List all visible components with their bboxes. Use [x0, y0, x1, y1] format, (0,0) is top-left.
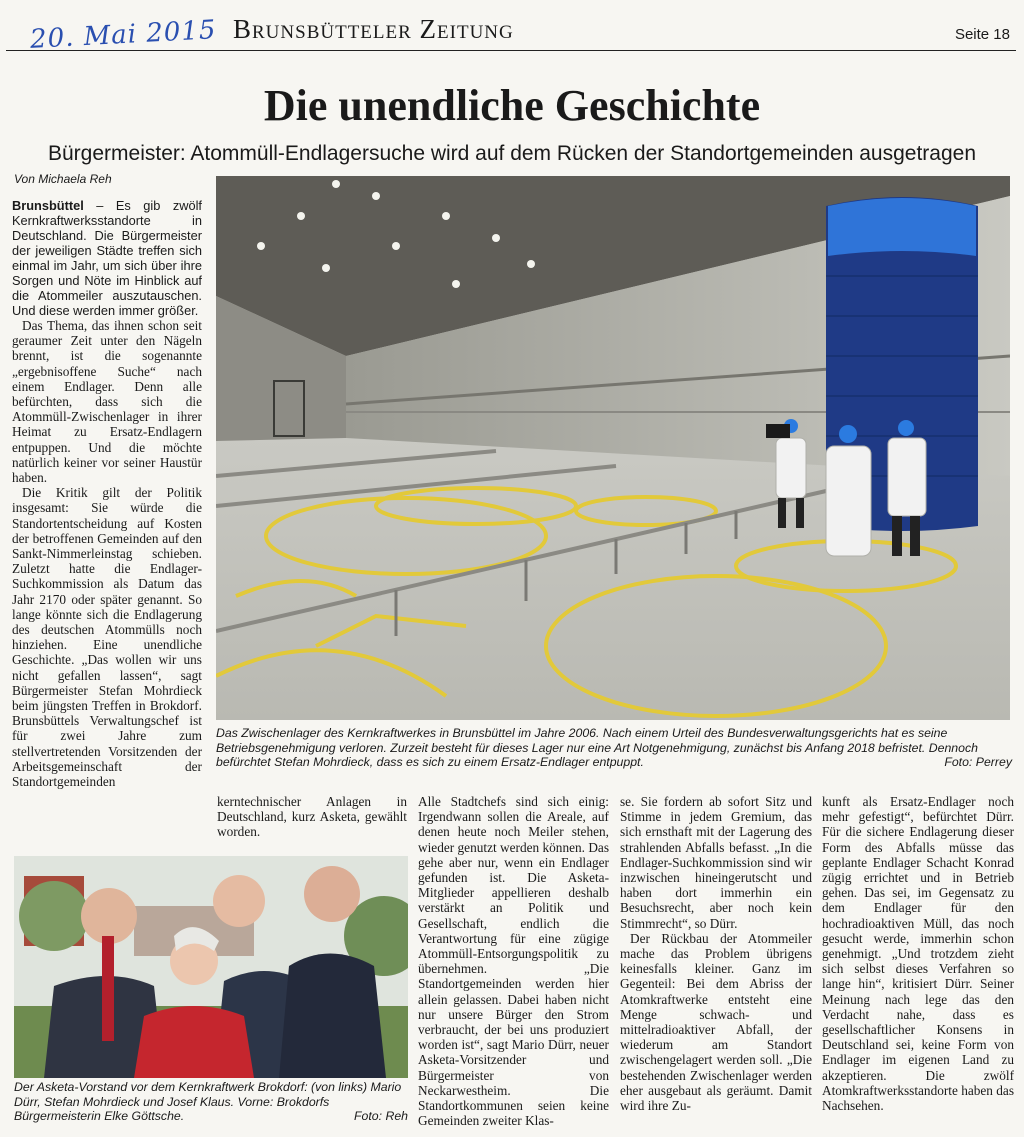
- article-column-3: [418, 794, 609, 1134]
- headline: Die unendliche Geschichte: [263, 81, 761, 130]
- paragraph: Das Thema, das ihnen schon seit geraumer Zeit unter den Nägeln brennt, ist die sogenannte „ergebnisoffene Suche“ nach einem Endlager. Denn alle befürchten, dass sich die Atommüll-Zwischenlager in ihrer Heimat zu Ersatz-Endlagern entpuppen. Und die möchte natürlich keiner vor seiner Haustür haben.: [12, 318, 202, 486]
- masthead-rule: [6, 50, 1016, 51]
- storage-hall-illustration: [216, 176, 1010, 720]
- paragraph: Der Rückbau der Atommeiler mache das Problem übrigens keinesfalls kleiner. Ganz im Gegenteil: Bei dem Abriss der Atomkraftwerke entsteht eine Menge schwach- und mittelradioaktiver Abfall, der wiederum am Standort zwischengelagert werden soll. „Die bestehenden Zwischenlager werden eher ausgebaut als geräumt. Damit wird ihre Zu-: [620, 930, 812, 1114]
- article-column-4: [620, 794, 812, 1134]
- article-column-1: [12, 198, 202, 848]
- storage-hall-photo: [216, 176, 1010, 720]
- paragraph: kerntechnischer Anlagen in Deutschland, kurz Asketa, gewählt worden.: [217, 794, 407, 840]
- handwritten-date: 20. Mai 2015: [29, 15, 218, 55]
- page-number: Seite 18: [954, 26, 1010, 43]
- group-photo-credit: Foto: Reh: [354, 1109, 408, 1123]
- group-photo-caption: [14, 1080, 408, 1124]
- group-photo-caption-text: Der Asketa-Vorstand vor dem Kernkraftwerk Brokdorf: (von links) Mario Dürr, Stefan Mohrdieck und Josef Klaus. Vorne: Brokdorfs Bürgermeisterin Elke Göttsche.: [14, 1080, 402, 1123]
- group-photo: [14, 856, 408, 1078]
- main-photo-credit: Foto: Perrey: [944, 755, 1012, 769]
- lead-paragraph: – Es gib zwölf Kernkraftwerksstandorte in Deutschland. Die Bürgermeister der jeweiligen Städte treffen sich einmal im Jahr, um sich über ihre Sorgen und Nöte im Hinblick auf die Atommeiler auszutauschen. Und diese werden immer größer.: [12, 198, 202, 318]
- paragraph: Die Kritik gilt der Politik insgesamt: Sie würde die Standortentscheidung auf Kosten der betroffenen Gemeinden auf den Sankt-Nimmerleinstag schieben. Zuletzt hatte die Endlager-Suchkommission als Datum das Jahr 2170 oder später genannt. So lange könnte sich die Endlagerung des deutschen Atommülls noch hinziehen. Eine unendliche Geschichte. „Das wollen wir uns nicht gefallen lassen“, sagt Bürgermeister Stefan Mohrdieck beim jüngsten Treffen in Brokdorf. Brunsbüttels Verwaltungschef ist für zwei Jahre zum stellvertretenden Vorsitzenden der Arbeitsgemeinschaft der Standortgemeinden: [12, 485, 202, 790]
- article-column-2: [217, 794, 407, 844]
- newspaper-name: Brunsbütteler Zeitung: [233, 14, 514, 44]
- byline: Von Michaela Reh: [14, 172, 112, 186]
- paragraph: kunft als Ersatz-Endlager noch mehr gefestigt“, befürchtet Dürr. Für die sichere Endlagerung dieser Form des Abfalls müsse das geplante Endlager Schacht Konrad zügig errichtet und in Betrieb gehen. Das sei, im Gegensatz zu dem Endlager für den hochradioaktiven Müll, das noch gesucht werde, immerhin schon genehmigt. „Und trotzdem zieht sich selbst dieses Verfahren so lange hin“, kritisiert Dürr. Seiner Meinung nach lege das den Verdacht nahe, dass es gesellschaftlicher Konsens in Deutschland sei, keine Form von Endlager im eigenen Land zu akzeptieren. Die zwölf Atomkraftwerksstandorte haben das Nachsehen.: [822, 794, 1014, 1114]
- dateline: Brunsbüttel: [12, 198, 84, 213]
- article-column-5: [822, 794, 1014, 1134]
- subheadline: Bürgermeister: Atommüll-Endlagersuche wird auf dem Rücken der Standortgemeinden ausgetragen: [48, 142, 976, 165]
- main-photo-caption-text: Das Zwischenlager des Kernkraftwerkes in Brunsbüttel im Jahre 2006. Nach einem Urteil des Bundesverwaltungsgerichts hat es seine Betriebsgenehmigung verloren. Zurzeit besteht für dieses Lager nur eine Art Notgenehmigung, zunächst bis Anfang 2018 befristet. Dennoch befürchtet Stefan Mohrdieck, dass es sich zu einem Ersatz-Endlager entpuppt.: [216, 726, 978, 769]
- main-photo-caption: [216, 726, 1012, 770]
- group-photo-illustration: [14, 856, 408, 1078]
- paragraph: Alle Stadtchefs sind sich einig: Irgendwann sollen die Areale, auf denen heute noch Meiler stehen, wieder genutzt werden können. Das gehe aber nur, wenn ein Endlager gefunden ist. Die Asketa-Mitglieder appellieren deshalb verstärkt an Politik und Gesellschaft, endlich die Verantwortung für eine zügige Atommüll-Entsorgungspolitik zu übernehmen. „Die Standortgemeinden werden hier allein gelassen. Dabei haben nicht nur unsere Bürger den Strom verbraucht, der bei uns produziert worden ist“, sagt Mario Dürr, neuer Asketa-Vorsitzender und Bürgermeister von Neckarwestheim. Die Standortkommunen seien keine Gemeinden zweiter Klas-: [418, 794, 609, 1129]
- paragraph: se. Sie fordern ab sofort Sitz und Stimme in jedem Gremium, das sich ernsthaft mit der Lagerung des strahlenden Abfalls befasst. „In die Endlager-Suchkommission sind wir inzwischen hineingerutscht und haben dort immerhin ein Besuchsrecht, aber noch kein Stimmrecht“, so Dürr.: [620, 794, 812, 931]
